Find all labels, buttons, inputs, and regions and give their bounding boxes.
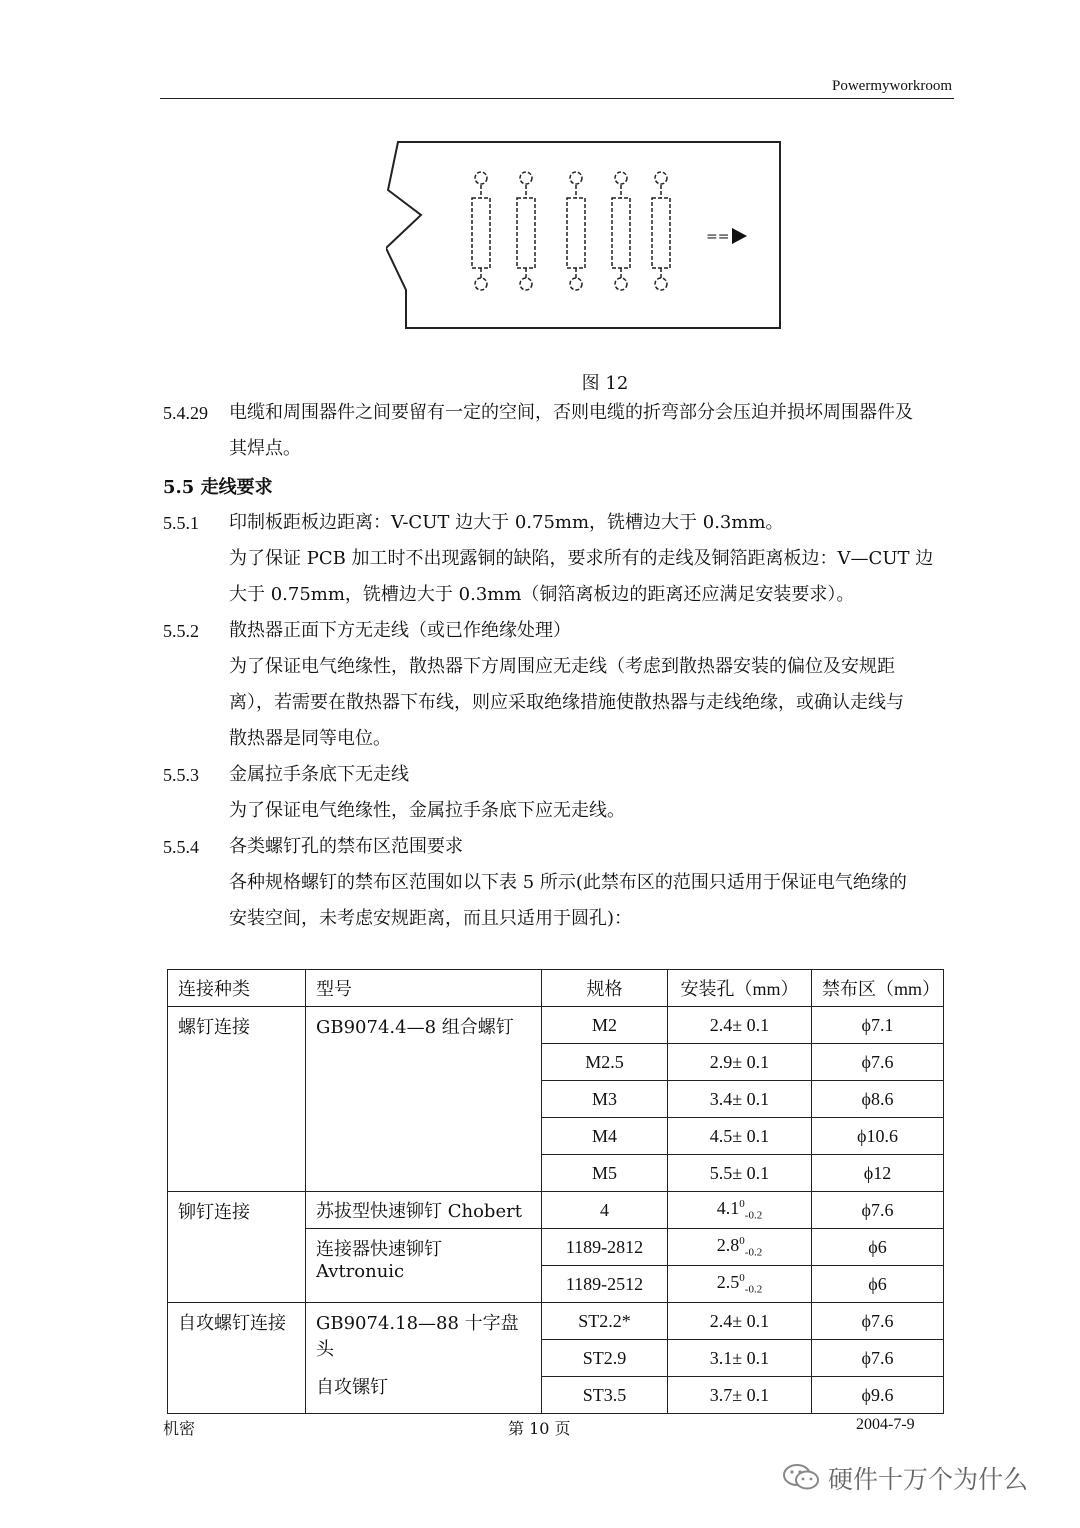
section-5-5-2-line-3: 离），若需要在散热器下布线，则应采取绝缘措施使散热器与走线绝缘，或确认走线与: [229, 692, 904, 713]
hole-lower-tol: -0.2: [744, 1209, 763, 1222]
spec-cell: M2.5: [542, 1044, 668, 1081]
hole-cell: 2.4± 0.1: [668, 1007, 812, 1044]
hole-cell: 3.4± 0.1: [668, 1081, 812, 1118]
keepout-cell: ϕ7.6: [812, 1044, 944, 1081]
section-5-5-3-line-2: 为了保证电气绝缘性，金属拉手条底下应无走线。: [229, 800, 625, 821]
connection-type-cell: 螺钉连接: [168, 1007, 306, 1192]
hole-upper-tol: 0: [739, 1198, 745, 1211]
footer-confidential: 机密: [163, 1419, 196, 1438]
section-5-5-2-line-1: 散热器正面下方无走线（或已作绝缘处理）: [229, 620, 571, 641]
header-divider: [160, 98, 954, 99]
connection-type-cell: 铆钉连接: [168, 1192, 306, 1303]
table-row: [168, 1303, 944, 1340]
hole-base: 2.5: [716, 1272, 740, 1293]
hole-lower-tol: -0.2: [744, 1246, 763, 1259]
section-5-5-1-line-3: 大于 0.75mm，铣槽边大于 0.3mm（铜箔离板边的距离还应满足安装要求）。: [229, 584, 855, 605]
hole-base: 2.8: [716, 1235, 740, 1256]
hole-cell: [668, 1229, 812, 1266]
table-header-row: [168, 970, 944, 1007]
table-row: [168, 1192, 944, 1229]
footer-page-number: 第 10 页: [508, 1419, 571, 1438]
spec-cell: M4: [542, 1118, 668, 1155]
section-5-5-heading: 5.5 走线要求: [163, 477, 273, 498]
section-5-5-3-line-1: 金属拉手条底下无走线: [229, 764, 409, 785]
spec-cell: 1189-2512: [542, 1266, 668, 1303]
hole-cell: 4.5± 0.1: [668, 1118, 812, 1155]
hole-cell: 2.4± 0.1: [668, 1303, 812, 1340]
table-header-cell: 连接种类: [168, 970, 306, 1007]
spec-cell: M2: [542, 1007, 668, 1044]
model-cell: [306, 1303, 542, 1414]
footer-date: 2004-7-9: [856, 1416, 915, 1433]
hole-cell: 2.9± 0.1: [668, 1044, 812, 1081]
keepout-cell: ϕ9.6: [812, 1377, 944, 1414]
section-5-5-2-line-4: 散热器是同等电位。: [229, 728, 391, 749]
screw-keepout-table: [167, 969, 944, 1414]
section-5-5-4-line-2: 各种规格螺钉的禁布区范围如以下表 5 所示(此禁布区的范围只适用于保证电气绝缘的: [229, 872, 907, 893]
section-5-5-4-line-1: 各类螺钉孔的禁布区范围要求: [229, 836, 463, 857]
spec-cell: 4: [542, 1192, 668, 1229]
section-5-5-1-line-1: 印制板距板边距离：V-CUT 边大于 0.75mm，铣槽边大于 0.3mm。: [229, 512, 784, 533]
hole-cell: 5.5± 0.1: [668, 1155, 812, 1192]
spec-cell: M3: [542, 1081, 668, 1118]
connection-type-cell: 自攻螺钉连接: [168, 1303, 306, 1414]
model-cell: 苏拔型快速铆钉 Chobert: [306, 1192, 542, 1229]
hole-base: 4.1: [716, 1198, 740, 1219]
keepout-cell: ϕ6: [812, 1266, 944, 1303]
keepout-cell: ϕ7.6: [812, 1303, 944, 1340]
spec-cell: 1189-2812: [542, 1229, 668, 1266]
section-5-4-29-line-2: 其焊点。: [229, 438, 301, 459]
spec-cell: ST2.9: [542, 1340, 668, 1377]
section-5-5-2-number: 5.5.2: [163, 621, 199, 641]
table-header-cell: 禁布区（mm）: [812, 970, 944, 1007]
figure-caption: 图 12: [581, 373, 629, 394]
hole-lower-tol: -0.2: [744, 1283, 763, 1296]
keepout-cell: ϕ12: [812, 1155, 944, 1192]
table-row: [168, 1007, 944, 1044]
figure-pcb-diagram: [386, 140, 786, 332]
table-header-cell: 规格: [542, 970, 668, 1007]
keepout-cell: ϕ7.6: [812, 1192, 944, 1229]
keepout-cell: ϕ10.6: [812, 1118, 944, 1155]
keepout-cell: ϕ7.6: [812, 1340, 944, 1377]
svg-text:==: ==: [706, 229, 730, 245]
section-5-4-29-number: 5.4.29: [163, 403, 208, 423]
hole-cell: [668, 1266, 812, 1303]
watermark-text: 硬件十万个为什么: [828, 1465, 1029, 1494]
spec-cell: ST3.5: [542, 1377, 668, 1414]
header-brand: Powermyworkroom: [832, 78, 952, 94]
wechat-icon: [782, 1462, 822, 1492]
hole-cell: 3.1± 0.1: [668, 1340, 812, 1377]
keepout-cell: ϕ6: [812, 1229, 944, 1266]
section-5-5-3-number: 5.5.3: [163, 765, 199, 785]
model-cell: 连接器快速铆钉 Avtronuic: [306, 1229, 542, 1303]
hole-upper-tol: 0: [739, 1272, 745, 1285]
hole-cell: [668, 1192, 812, 1229]
keepout-cell: ϕ8.6: [812, 1081, 944, 1118]
table-header-cell: 安装孔（mm）: [668, 970, 812, 1007]
hole-upper-tol: 0: [739, 1235, 745, 1248]
table-header-cell: 型号: [306, 970, 542, 1007]
section-5-5-4-line-3: 安装空间，未考虑安规距离，而且只适用于圆孔)：: [229, 908, 633, 929]
hole-cell: 3.7± 0.1: [668, 1377, 812, 1414]
spec-cell: M5: [542, 1155, 668, 1192]
section-5-5-2-line-2: 为了保证电气绝缘性，散热器下方周围应无走线（考虑到散热器安装的偏位及安规距: [229, 656, 895, 677]
keepout-cell: ϕ7.1: [812, 1007, 944, 1044]
model-line-2: 自攻镙钉: [316, 1377, 388, 1398]
section-5-5-1-line-2: 为了保证 PCB 加工时不出现露铜的缺陷，要求所有的走线及铜箔距离板边：V—CUT 边: [229, 548, 934, 569]
spec-cell: ST2.2*: [542, 1303, 668, 1340]
section-5-4-29-line-1: 电缆和周围器件之间要留有一定的空间，否则电缆的折弯部分会压迫并损坏周围器件及: [229, 402, 913, 423]
section-5-5-1-number: 5.5.1: [163, 513, 199, 533]
model-cell: GB9074.4—8 组合螺钉: [306, 1007, 542, 1192]
section-5-5-4-number: 5.5.4: [163, 837, 199, 857]
model-line-1: GB9074.18—88 十字盘头: [316, 1313, 519, 1360]
